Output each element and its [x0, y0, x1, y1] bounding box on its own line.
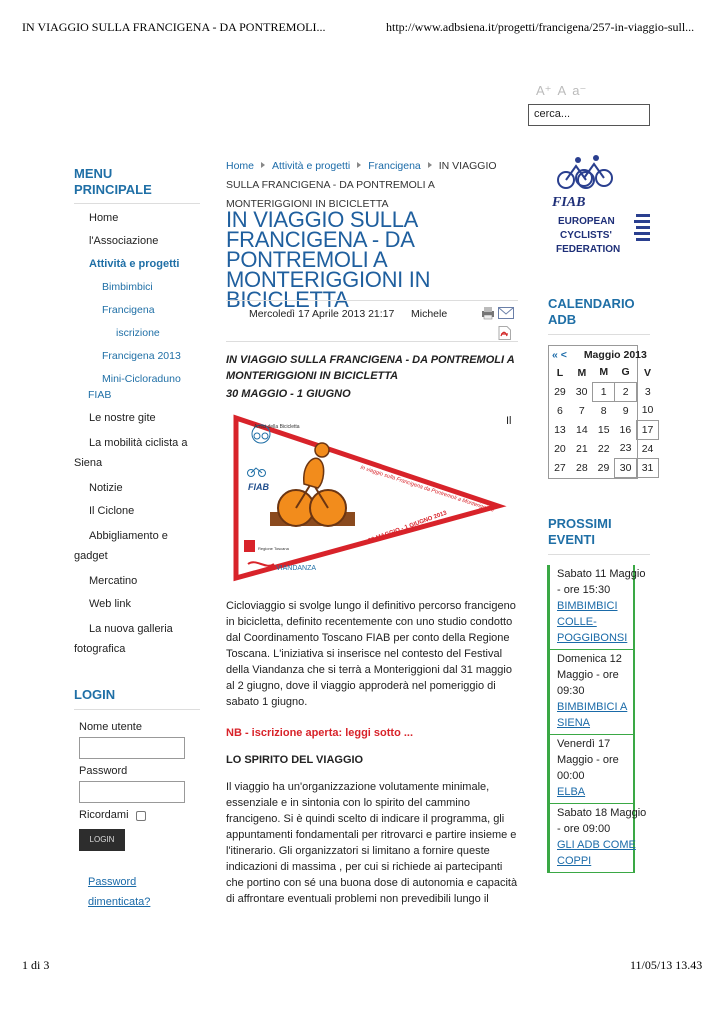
event-link[interactable]: COLLE-	[557, 616, 597, 628]
event-when: Maggio - ore	[557, 754, 619, 766]
article-title: IN VIAGGIO SULLA FRANCIGENA - DA PONTREMOLI A MONTERIGGIONI IN BICICLETTA	[226, 207, 431, 312]
cal-head: G	[621, 366, 630, 379]
password-label: Password	[79, 765, 128, 777]
events-list	[547, 565, 647, 873]
login-title: LOGIN	[74, 687, 116, 702]
calendar	[548, 345, 654, 479]
event-when: Venerdì 17	[557, 738, 611, 750]
password-field[interactable]	[79, 781, 185, 803]
pdf-icon[interactable]	[498, 326, 511, 340]
event-link[interactable]: POGGIBONSI	[557, 632, 628, 644]
breadcrumb-attivita[interactable]: Attività e progetti	[272, 160, 351, 172]
article-author: Michele	[411, 308, 448, 320]
pennant-fest: VIANDANZA	[276, 565, 317, 572]
menu-item-attivita[interactable]: Attività e progetti	[89, 258, 180, 270]
cal-day[interactable]: 14	[575, 423, 588, 436]
cal-day[interactable]: 1	[593, 382, 615, 401]
cal-day[interactable]: 24	[641, 442, 654, 455]
cal-day[interactable]: 10	[641, 404, 654, 417]
menu-item-mini-cicloraduno[interactable]: Mini-Cicloraduno	[102, 373, 181, 385]
cal-head: L	[556, 366, 564, 379]
event-item	[550, 804, 647, 873]
menu-item-ciclone[interactable]: Il Ciclone	[89, 505, 135, 517]
event-item	[550, 650, 633, 735]
print-title: IN VIAGGIO SULLA FRANCIGENA - DA PONTREMOLI...	[22, 20, 326, 34]
menu-item-francigena[interactable]: Francigena	[102, 304, 155, 316]
menu-title: MENU PRINCIPALE	[74, 166, 152, 197]
cal-day[interactable]: 28	[575, 461, 588, 474]
menu-item-mercatino[interactable]: Mercatino	[89, 575, 138, 587]
breadcrumb-arrow-icon	[357, 162, 361, 168]
calendar-month: Maggio 2013	[583, 349, 647, 361]
event-when: Sabato 11 Maggio	[557, 568, 646, 580]
event-link[interactable]: BIMBIMBICI	[557, 600, 618, 612]
paragraph-1: Cicloviaggio si svolge lungo il definitivo percorso francigeno in bicicletta, definito recentemente con uno studio condotto dal Coordinamento Toscano FIAB per conto della Regione Toscana. L'iniziativa si inserisce nel contesto del Festival della Viandanza che si terrà a Monteriggioni dal 31 maggio al 2 giugno, dove il viaggio approderà nel pomeriggio di sabato 1 giugno.	[226, 600, 516, 708]
cal-day[interactable]: 27	[554, 461, 566, 474]
fiab-logo-graphic	[548, 152, 658, 264]
fiab-line-1: EUROPEAN	[558, 216, 615, 227]
lead-dates: 30 MAGGIO - 1 GIUGNO	[226, 388, 351, 400]
events-divider	[548, 554, 650, 555]
cal-day[interactable]: 21	[575, 442, 588, 455]
event-when: Sabato 18 Maggio	[557, 807, 647, 819]
cal-day[interactable]: 23	[619, 442, 632, 455]
menu-item-weblink[interactable]: Web link	[89, 598, 131, 610]
stray-text: Il	[506, 415, 512, 427]
cal-head: V	[644, 366, 652, 379]
menu-item-galleria[interactable]: La nuova galleria fotografica	[74, 623, 173, 655]
forgot-password-link[interactable]: Password dimenticata?	[88, 876, 151, 908]
calendar-title: CALENDARIO ADB	[548, 296, 635, 327]
cal-day[interactable]: 13	[554, 423, 566, 436]
cal-day[interactable]: 20	[554, 442, 566, 455]
cal-day[interactable]: 30	[615, 458, 637, 477]
calendar-grid	[549, 363, 659, 478]
email-icon[interactable]	[498, 307, 514, 319]
calendar-prev[interactable]: « <	[552, 349, 567, 361]
event-when: 09:30	[557, 685, 585, 697]
font-tools	[536, 83, 592, 99]
font-decrease-icon[interactable]: a⁻	[572, 83, 587, 98]
breadcrumb-arrow-icon	[428, 162, 432, 168]
menu-item-associazione[interactable]: l'Associazione	[89, 235, 159, 247]
username-label: Nome utente	[79, 721, 142, 733]
cal-day[interactable]: 17	[637, 420, 659, 439]
username-field[interactable]	[79, 737, 185, 759]
cal-day[interactable]: 6	[557, 404, 563, 417]
remember-label: Ricordami	[79, 809, 129, 821]
font-reset-icon[interactable]: A	[557, 83, 567, 98]
print-url: http://www.adbsiena.it/progetti/francigena/257-in-viaggio-sull...	[386, 20, 695, 34]
cal-day[interactable]: 16	[619, 423, 632, 436]
search-input[interactable]: cerca...	[528, 104, 650, 126]
event-item	[550, 735, 633, 804]
cal-day: 29	[554, 385, 566, 398]
breadcrumb-arrow-icon	[261, 162, 265, 168]
menu-item-iscrizione[interactable]: iscrizione	[116, 327, 160, 339]
breadcrumb	[226, 157, 518, 214]
cal-day[interactable]: 31	[637, 458, 659, 477]
pennant-text-1: In viaggio sulla Francigena da Pontremoli a Monteriggioni	[359, 464, 495, 514]
print-page-number: 1 di 3	[22, 958, 50, 972]
breadcrumb-home[interactable]: Home	[226, 160, 255, 172]
menu-item-home[interactable]: Home	[89, 212, 119, 224]
fiab-line-3: FEDERATION	[556, 244, 621, 255]
font-increase-icon[interactable]: A⁺	[536, 83, 552, 98]
event-item	[550, 565, 646, 650]
event-when: - ore 09:00	[557, 823, 611, 835]
pennant-text-2: 30 MAGGIO - 1 GIUGNO 2013	[367, 510, 448, 545]
menu-item-francigena-2013[interactable]: Francigena 2013	[102, 350, 181, 362]
calendar-divider	[548, 334, 650, 335]
nb-link[interactable]: NB - iscrizione aperta: leggi sotto ...	[226, 727, 414, 739]
pennant-logo-text: Amici della Bicicletta	[254, 424, 300, 430]
event-when: Domenica 12	[557, 653, 622, 665]
event-link[interactable]: GLI ADB COME	[557, 839, 636, 851]
menu-item-fiab[interactable]: FIAB	[88, 389, 112, 401]
cal-day[interactable]: 22	[597, 442, 610, 455]
menu-item-mobilita[interactable]: La mobilità ciclista a Siena	[74, 437, 188, 469]
section-heading: LO SPIRITO DEL VIAGGIO	[226, 754, 364, 766]
fiab-line-2: CYCLISTS'	[560, 230, 612, 241]
event-when: Maggio - ore	[557, 669, 619, 681]
print-icon[interactable]	[480, 305, 496, 321]
cal-head: M	[577, 366, 587, 379]
menu-item-bimbimbici[interactable]: Bimbimbici	[102, 281, 153, 293]
menu-item-gite[interactable]: Le nostre gite	[89, 412, 156, 424]
lead-title: IN VIAGGIO SULLA FRANCIGENA - DA PONTREMOLI A MONTERIGGIONI IN BICICLETTA	[226, 354, 515, 382]
cal-day[interactable]: 9	[622, 404, 629, 417]
cal-day[interactable]: 29	[597, 461, 610, 474]
login-button[interactable]: LOGIN	[79, 829, 125, 851]
cal-day[interactable]: 15	[597, 423, 610, 436]
menu-divider	[74, 203, 200, 204]
article-meta	[226, 300, 518, 342]
event-link[interactable]: BIMBIMBICI A	[557, 701, 628, 713]
menu-item-abbigliamento[interactable]: Abbigliamento e gadget	[74, 530, 168, 562]
cal-day: 30	[575, 385, 588, 398]
remember-checkbox[interactable]	[136, 811, 146, 821]
paragraph-2: Il viaggio ha un'organizzazione volutamente minimale, essenziale e in sintonia con lo spirito del cammino francigeno. Si è quindi scelto di indicare il programma, gli appuntamenti fondamentali per ritrovarci e partire insieme e l'itinerario. Gli organizzatori si limitano a fornire queste indicazioni di massima , per cui si richiede ai partecipanti che portino con sé una buona dose di autonomia e capacità di affrontare eventuali problemi non prevedibili lungo il	[226, 781, 518, 905]
article-date: Mercoledì 17 Aprile 2013 21:17	[249, 308, 395, 320]
cal-day[interactable]: 3	[644, 385, 651, 398]
fiab-brand: FIAB	[552, 195, 586, 210]
cal-day[interactable]: 7	[578, 404, 585, 417]
cal-day[interactable]: 2	[615, 382, 637, 401]
print-datetime: 11/05/13 13.43	[630, 958, 703, 972]
fiab-logo[interactable]	[548, 152, 658, 264]
breadcrumb-francigena[interactable]: Francigena	[368, 160, 421, 172]
menu-item-notizie[interactable]: Notizie	[89, 482, 123, 494]
breadcrumb-current: IN VIAGGIO SULLA FRANCIGENA - DA PONTREMOLI A MONTERIGGIONI IN BICICLETTA	[226, 160, 497, 210]
event-when: - ore 15:30	[557, 584, 611, 596]
event-when: 00:00	[557, 770, 585, 782]
event-link[interactable]: ELBA	[557, 786, 586, 798]
pennant-fiab: FIAB	[248, 482, 269, 492]
event-link[interactable]: COPPI	[557, 855, 592, 867]
login-divider	[74, 709, 200, 710]
pennant-region: Regione Toscana	[258, 546, 289, 551]
event-pennant-image	[232, 412, 500, 582]
event-link[interactable]: SIENA	[557, 717, 591, 729]
cal-day[interactable]: 8	[600, 404, 607, 417]
events-title: PROSSIMI EVENTI	[548, 516, 612, 547]
cal-head: M	[599, 366, 609, 379]
main-menu	[74, 210, 194, 666]
